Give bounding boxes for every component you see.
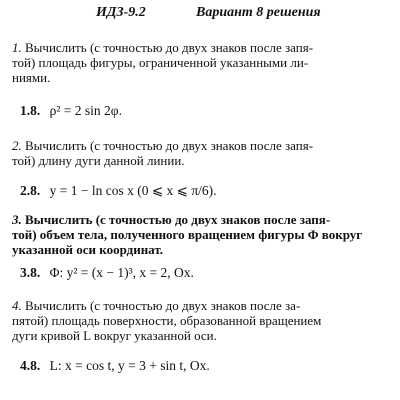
problem-4-line-1 (12, 298, 380, 313)
problem-3-line-1 (12, 212, 380, 227)
problem-3-text (12, 212, 380, 257)
problem-2-text (12, 138, 380, 168)
problem-1-formula-number: 1.8. (20, 103, 41, 118)
problem-2-formula (20, 183, 217, 199)
header-assignment-id: ИДЗ-9.2 (96, 5, 146, 20)
problem-3-formula (20, 265, 194, 281)
problem-4-number: 4. (12, 298, 22, 313)
problem-2-formula-text: y = 1 − ln cos x (0 ⩽ x ⩽ π/6). (49, 183, 217, 198)
problem-1-line-3: ниями. (12, 70, 51, 85)
problem-2-formula-number: 2.8. (20, 183, 41, 198)
problem-4-line-3: дуги кривой L вокруг указанной оси. (12, 328, 217, 343)
problem-1-line-1-text: Вычислить (с точностью до двух знаков после запя- (25, 40, 314, 55)
problem-1-formula-text: ρ² = 2 sin 2φ. (49, 103, 122, 118)
problem-2-line-2: той) длину дуги данной линии. (12, 153, 185, 168)
problem-3-line-1-text: Вычислить (с точностью до двух знаков после запя- (25, 212, 331, 227)
problem-4-text (12, 298, 380, 343)
problem-4-line-1-text: Вычислить (с точностью до двух знаков после за- (25, 298, 301, 313)
problem-1-line-1 (12, 40, 380, 55)
problem-1-formula (20, 103, 122, 119)
problem-3-formula-text: Φ: y² = (x − 1)³, x = 2, Ox. (49, 265, 194, 280)
problem-2-number: 2. (12, 138, 22, 153)
problem-3-line-3: указанной оси координат. (12, 242, 164, 257)
problem-2-line-1-text: Вычислить (с точностью до двух знаков после запя- (25, 138, 314, 153)
problem-2-line-1 (12, 138, 380, 153)
problem-4-line-2: пятой) площадь поверхности, образованной вращением (12, 313, 322, 328)
problem-1-text (12, 40, 380, 85)
problem-1-number: 1. (12, 40, 22, 55)
header-variant-title: Вариант 8 решения (196, 5, 321, 20)
page-header (0, 3, 400, 23)
problem-4-formula-number: 4.8. (20, 358, 41, 373)
problem-3-number: 3. (12, 212, 22, 227)
problem-3-formula-number: 3.8. (20, 265, 41, 280)
problem-3-line-2: той) объем тела, полученного вращением фигуры Φ вокруг (12, 227, 363, 242)
problem-1-line-2: той) площадь фигуры, ограниченной указанными ли- (12, 55, 309, 70)
problem-4-formula-text: L: x = cos t, y = 3 + sin t, Ox. (49, 358, 210, 373)
problem-4-formula (20, 358, 210, 374)
